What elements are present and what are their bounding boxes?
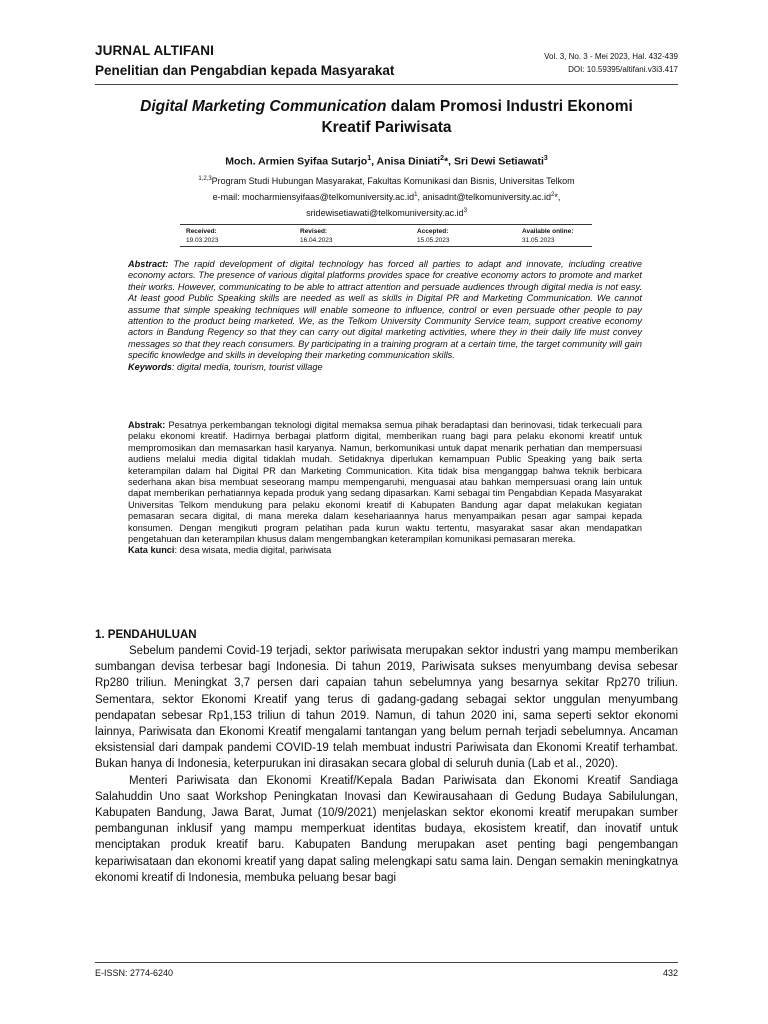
online-value: 31.05.2023 [522, 237, 555, 244]
email-sup-3: 3 [463, 208, 467, 214]
footer-divider [95, 962, 678, 963]
author-3-sup: 3 [543, 155, 548, 162]
submission-dates [180, 224, 592, 247]
revised-value: 16.04.2023 [300, 237, 333, 244]
abstract-label: Abstract: [128, 259, 169, 269]
page-number: 432 [662, 968, 678, 978]
received-value: 19.03.2023 [186, 237, 219, 244]
author-list [95, 155, 678, 168]
body-text [95, 643, 678, 886]
email-sup-1: 1 [414, 192, 418, 198]
kata-kunci-label: Kata kunci [128, 545, 175, 556]
revised-label: Revised: [300, 228, 328, 235]
email-line-1: e-mail: mocharmiensyifaas@telkomuniversity.ac.id [212, 192, 415, 202]
email-line-2: sridewisetiawati@telkomuniversity.ac.id [306, 208, 464, 218]
section-heading: 1. PENDAHULUAN [95, 629, 197, 641]
abstract-indonesian [128, 420, 642, 557]
header-divider [95, 84, 678, 85]
keywords-text: : digital media, tourism, tourist village [171, 361, 323, 372]
date-received [186, 227, 219, 245]
email-mid: , anisadnt@telkomuniversity.ac.id [417, 192, 552, 202]
abstrak-label: Abstrak: [128, 420, 166, 430]
keywords-label: Keywords [128, 361, 172, 372]
abstract-english [128, 259, 642, 373]
received-label: Received: [186, 228, 217, 235]
affiliation [95, 172, 678, 220]
email-sup-2: 2 [551, 192, 555, 198]
kata-kunci-text: : desa wisata, media digital, pariwisata [174, 545, 332, 556]
footer-eissn: E-ISSN: 2774-6240 [95, 968, 174, 978]
title-italic: Digital Marketing Communication [140, 98, 387, 115]
title-line2: Kreatif Pariwisata [321, 119, 452, 136]
date-online [522, 227, 573, 245]
paragraph-1: Sebelum pandemi Covid-19 terjadi, sektor pariwisata merupakan sektor industri yang mampu memberikan sumbangan devisa terbesar bagi Indonesia. Di tahun 2019, Pariwisata sukses menyumbang devisa sebesar Rp280 triliun. Meningkat 3,7 persen dari capaian tahun sebelumnya yang besarnya sekitar Rp270 triliun. Sementara, sektor Ekonomi Kreatif yang terus di gadang-gadang sebagai sektor unggulan menyumbang pendapatan sebesar Rp1,153 triliun di tahun 2019. Namun, di tahun 2020 ini, sama seperti sektor ekonomi lainnya, Pariwisata dan Ekonomi Kreatif mengalami tantangan yang belum pernah terjadi sebelumnya. Ancaman eksistensial dari dampak pandemi COVID-19 telah membuat industri Pariwisata dan Ekonomi Kreatif terhambat. Bukan hanya di Indonesia, keterpurukan ini dirasakan secara global di seluruh dunia (Lab et al., 2020). [95, 645, 678, 771]
doi-info: DOI: 10.59395/altifani.v3i3.417 [568, 65, 678, 74]
journal-subtitle: Penelitian dan Pengabdian kepada Masyarakat [95, 63, 395, 78]
abstrak-text: Pesatnya perkembangan teknologi digital memaksa semua pihak beradaptasi dan berinovasi, tidak terkecuali para pelaku ekonomi kreatif. Hadirnya berbagai platform digital, memberikan ruang bagi para pelaku ekonomi kreatif untuk mempromosikan dan memasarkan hasil karyanya. Namun, berkomunikasi untuk dapat menarik perhatian dan mempersuasi audiens melalui media digital tidaklah mudah. Setidaknya diperlukan kemampuan Public Speaking yang baik serta keterampilan dalam hal Digital PR dan Marketing Communication. Kita tidak bisa menganggap bahwa teknik berbicara sederhana akan bisa membuat seseorang mampu mempengaruhi, menguasai atau bahkan mempersuasi orang lain untuk dapat memberikan perhatiannya kepada produk yang sedang dipasarkan. Kami sebagai tim Pengabdian Kepada Masyarakat Universitas Telkom mendukung para pelaku ekonomi kreatif di Kabupaten Bandung agar dapat melakukan kegiatan pemasaran secara digital, di mana mereka dalam kesehariaannya harus menyampaikan pesan agar sampai kepada konsumen. Dengan mengikuti program pelatihan pada kurun waktu tertentu, masyarakat sasar akan mendapatkan pengetahuan dan keterampilan khusus dalam mengembangkan keterampilan komunikasi pemasaran mereka. [128, 420, 642, 545]
affil-sup: 1,2,3 [198, 176, 212, 182]
date-revised [300, 227, 333, 245]
accepted-label: Accepted: [417, 228, 449, 235]
author-3: , Sri Dewi Setiawati [448, 155, 544, 168]
volume-info: Vol. 3, No. 3 - Mei 2023, Hal. 432-439 [544, 52, 678, 61]
author-2: , Anisa Diniati [371, 155, 441, 168]
author-1: Moch. Armien Syifaa Sutarjo [225, 155, 368, 168]
abstract-text: The rapid development of digital technology has forced all parties to adapt and innovate, including creative economy actors. The presence of various digital platforms provides space for creative economy actors to promote and market their works. However, communicating to be able to attract attention and persuade audiences through digital media is not easy. At least good Public Speaking skills are needed as well as skills in Digital PR and Marketing Communication. We cannot assume that simple speaking techniques will enable someone to influence, control or even persuade other people to pay attention to the product being marketed. We, as the Telkom University Community Service team, support creative economy actors in Bandung Regency so that they can carry out digital marketing activities, where they in their daily life must convey messages so that they reach consumers. By participating in a training program at a certain time, the target community will gain specific knowledge and skills in developing their marketing communication skills. [128, 259, 642, 361]
affil-program: Program Studi Hubungan Masyarakat, Fakultas Komunikasi dan Bisnis, Universitas Telkom [211, 176, 575, 186]
paragraph-2: Menteri Pariwisata dan Ekonomi Kreatif/Kepala Badan Pariwisata dan Ekonomi Kreatif Sandiaga Salahuddin Uno saat Workshop Peningkatan Inovasi dan Kewirausahaan di Gedung Budaya Sabilulungan, Kabupaten Bandung, Jawa Barat, Jumat (10/9/2021) menjelaskan sektor ekonomi kreatif merupakan sumber pembangunan inklusif yang mampu memperkuat identitas budaya, ekosistem kreatif, dan inovatif untuk menciptakan produk kreatif baru. Kabupaten Bandung merupakan aset penting bagi pengembangan kepariwisataan dan ekonomi kreatif yang dapat saling melengkapi satu sama lain. Dengan semakin meningkatnya ekonomi kreatif di Indonesia, membuka peluang besar bagi [95, 774, 678, 884]
title-rest: dalam Promosi Industri Ekonomi [386, 98, 633, 115]
journal-name: JURNAL ALTIFANI [95, 43, 214, 58]
paper-title [95, 96, 678, 138]
journal-header [95, 43, 678, 83]
author-2-sup: 2 [440, 155, 445, 162]
date-accepted [417, 227, 450, 245]
author-1-sup: 1 [367, 155, 372, 162]
online-label: Available online: [522, 228, 574, 235]
corresponding-mark: * [444, 155, 449, 168]
email-end: *, [554, 192, 561, 202]
accepted-value: 15.05.2023 [417, 237, 450, 244]
